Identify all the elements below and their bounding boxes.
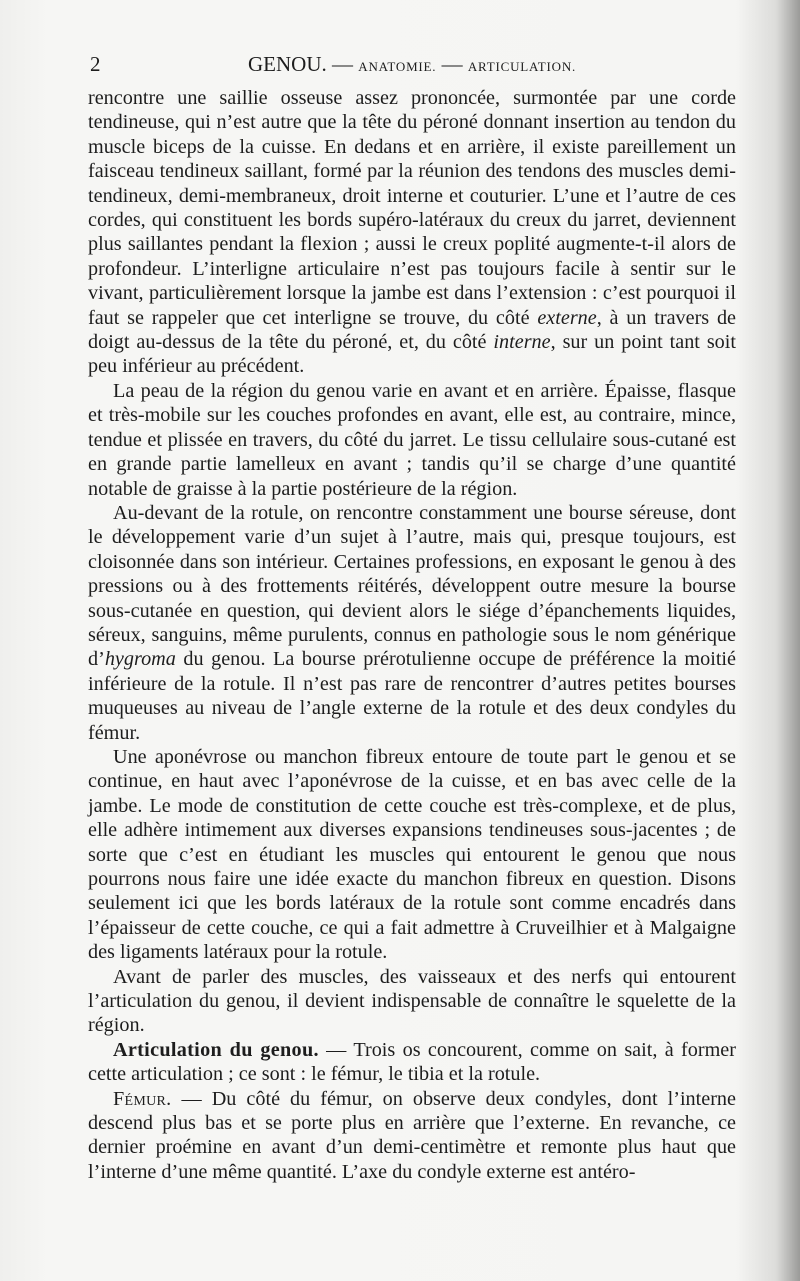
paragraph: Avant de parler des muscles, des vaisseaux et des nerfs qui entourent l’articulation du genou, il devient indispensable de connaître le squelette de la région. [88,965,736,1037]
running-head-dash: — [436,52,468,76]
running-head-section-anatomie: ANATOMIE. [358,59,437,74]
paragraph [88,501,736,745]
page-header [88,52,743,82]
paragraph-text: Au-devant de la rotule, on rencontre constamment une bourse séreuse, dont le développement varie d’un sujet à l’autre, mais qui, presque toujours, est cloisonnée dans son intérieur. Certaines professions, en exposant le genou à des pressions ou à des frottements réitérés, développent outre mesure la bourse sous-cutanée en question, qui devient alors le siége d’épanchements liquides, séreux, sanguins, même purulents, connus en pathologie sous le nom générique d’ [88,501,736,671]
body-text [88,86,736,1184]
emphasis-hygroma: hygroma [104,648,176,671]
section-heading: Articulation du genou. [113,1038,319,1061]
paragraph: La peau de la région du genou varie en avant et en arrière. Épaisse, flasque et très-mobile sur les couches profondes en avant, elle est, au contraire, mince, tendue et plissée en travers, du côté du jarret. Le tissu cellulaire sous-cutané est en grande partie lamelleux en avant ; tandis qu’il se charge d’une quantité notable de graisse à la partie postérieure de la région. [88,379,736,500]
paragraph [88,1087,736,1185]
emphasis-interne: interne [493,331,551,354]
paragraph-text: — Trois os concourent, comme on sait, à former cette articulation ; ce sont : le fémur, le tibia et la rotule. [88,1038,736,1086]
paragraph-text: du genou. La bourse prérotulienne occupe de préférence la moitié inférieure de la rotule. Il n’est pas rare de rencontrer d’autres petites bourses muqueuses au niveau de l’angle externe de la rotule et des deux condyles du fémur. [88,648,736,744]
paragraph-text: — Du côté du fémur, on observe deux condyles, dont l’interne descend plus bas et se porte plus en arrière que l’externe. En revanche, ce dernier proémine en avant d’un demi-centimètre et remonte plus haut que l’interne d’une même quantité. L’axe du condyle externe est antéro- [88,1087,736,1183]
paragraph-text: rencontre une saillie osseuse assez prononcée, surmontée par une corde tendineuse, qui n’est autre que la tête du péroné donnant insertion au tendon du muscle biceps de la cuisse. En dedans et en arrière, il existe pareillement un faisceau tendineux saillant, formé par la réunion des tendons des muscles demi-tendineux, demi-membraneux, droit interne et couturier. L’une et l’autre de ces cordes, qui constituent les bords supéro-latéraux du creux du jarret, deviennent plus saillantes pendant la flexion ; aussi le creux poplité augmente-t-il alors de profondeur. L’interligne articulaire n’est pas toujours facile à sentir sur le vivant, particulièrement lorsque la jambe est dans l’extension : c’est pourquoi il faut se rappeler que cet interligne se trouve, du côté [88,87,736,329]
subsection-heading: Fémur. [113,1087,172,1110]
paragraph: Une aponévrose ou manchon fibreux entoure de toute part le genou et se continue, en haut avec l’aponévrose de la cuisse, et en bas avec celle de la jambe. Le mode de constitution de cette couche est très-complexe, et de plus, elle adhère intimement aux diverses expansions tendineuses sous-jacentes ; de sorte que c’est en étudiant les muscles qui entourent le genou que nous pourrons nous faire une idée exacte du manchon fibreux en question. Disons seulement ici que les bords latéraux de la rotule sont comme encadrés dans l’épaisseur de cette couche, ce qui a fait admettre à Cruveilhier et à Malgaigne des ligaments latéraux pour la rotule. [88,745,736,964]
paragraph-text: , sur un point tant soit peu inférieur au précédent. [88,331,736,378]
running-head [248,52,576,77]
paragraph [88,1038,736,1087]
page-number: 2 [90,52,101,76]
paragraph [88,86,736,379]
paragraph-text: , à un travers de doigt au-dessus de la tête du péroné, et, du côté [88,306,736,354]
running-head-section-articulation: ARTICULATION. [467,59,577,74]
running-head-dash: — [326,52,359,76]
running-head-title: GENOU. [248,52,327,76]
emphasis-externe: externe [537,306,597,329]
